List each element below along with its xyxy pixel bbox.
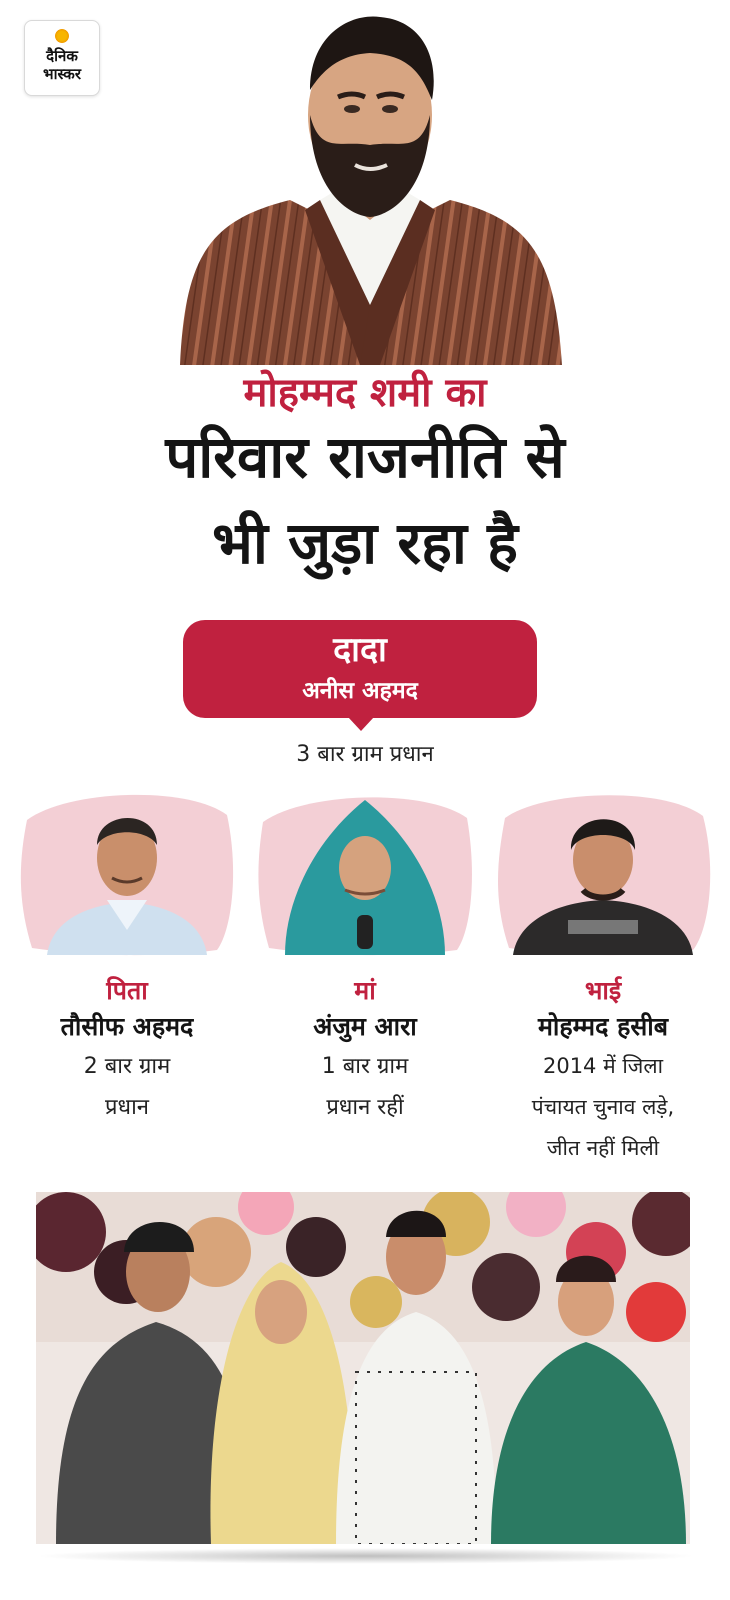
mother-portrait xyxy=(245,780,485,960)
brother-relation: भाई xyxy=(584,976,622,1005)
father-portrait xyxy=(7,780,247,960)
logo-text-line2: भास्कर xyxy=(43,65,81,83)
mother-relation: मां xyxy=(354,976,376,1005)
headline-line-1: मोहम्मद शमी का xyxy=(243,370,487,416)
father-note-line-1: 2 बार ग्राम xyxy=(83,1054,171,1079)
grandfather-card xyxy=(183,620,537,718)
brand-logo xyxy=(24,20,100,96)
hero-illustration xyxy=(170,5,570,370)
family-photo xyxy=(36,1192,690,1544)
mother-note-line-1: 1 बार ग्राम xyxy=(321,1054,409,1079)
member-brother xyxy=(483,780,723,1169)
mother-name: अंजुम आरा xyxy=(313,1012,417,1041)
father-relation: पिता xyxy=(106,976,148,1005)
headline-line-3: भी जुड़ा रहा है xyxy=(212,509,518,577)
member-mother xyxy=(245,780,485,1128)
logo-text-line1: दैनिक xyxy=(46,47,78,65)
photo-shadow xyxy=(34,1548,698,1564)
brother-portrait xyxy=(483,780,723,960)
father-note-line-2: प्रधान xyxy=(105,1095,149,1120)
brother-name: मोहम्मद हसीब xyxy=(537,1012,669,1041)
grandfather-name: अनीस अहमद xyxy=(302,678,418,704)
brother-note-line-2: पंचायत चुनाव लड़े, xyxy=(531,1095,675,1119)
brother-note-line-1: 2014 में जिला xyxy=(542,1054,664,1078)
grandfather-note: 3 बार ग्राम प्रधान xyxy=(296,742,434,767)
headline-line-2: परिवार राजनीति से xyxy=(165,423,565,491)
grandfather-relation: दादा xyxy=(333,630,387,670)
father-name: तौसीफ अहमद xyxy=(60,1012,194,1041)
sun-icon xyxy=(55,29,69,43)
member-father xyxy=(7,780,247,1128)
brother-note-line-3: जीत नहीं मिली xyxy=(546,1136,660,1160)
mother-note-line-2: प्रधान रहीं xyxy=(326,1095,404,1120)
